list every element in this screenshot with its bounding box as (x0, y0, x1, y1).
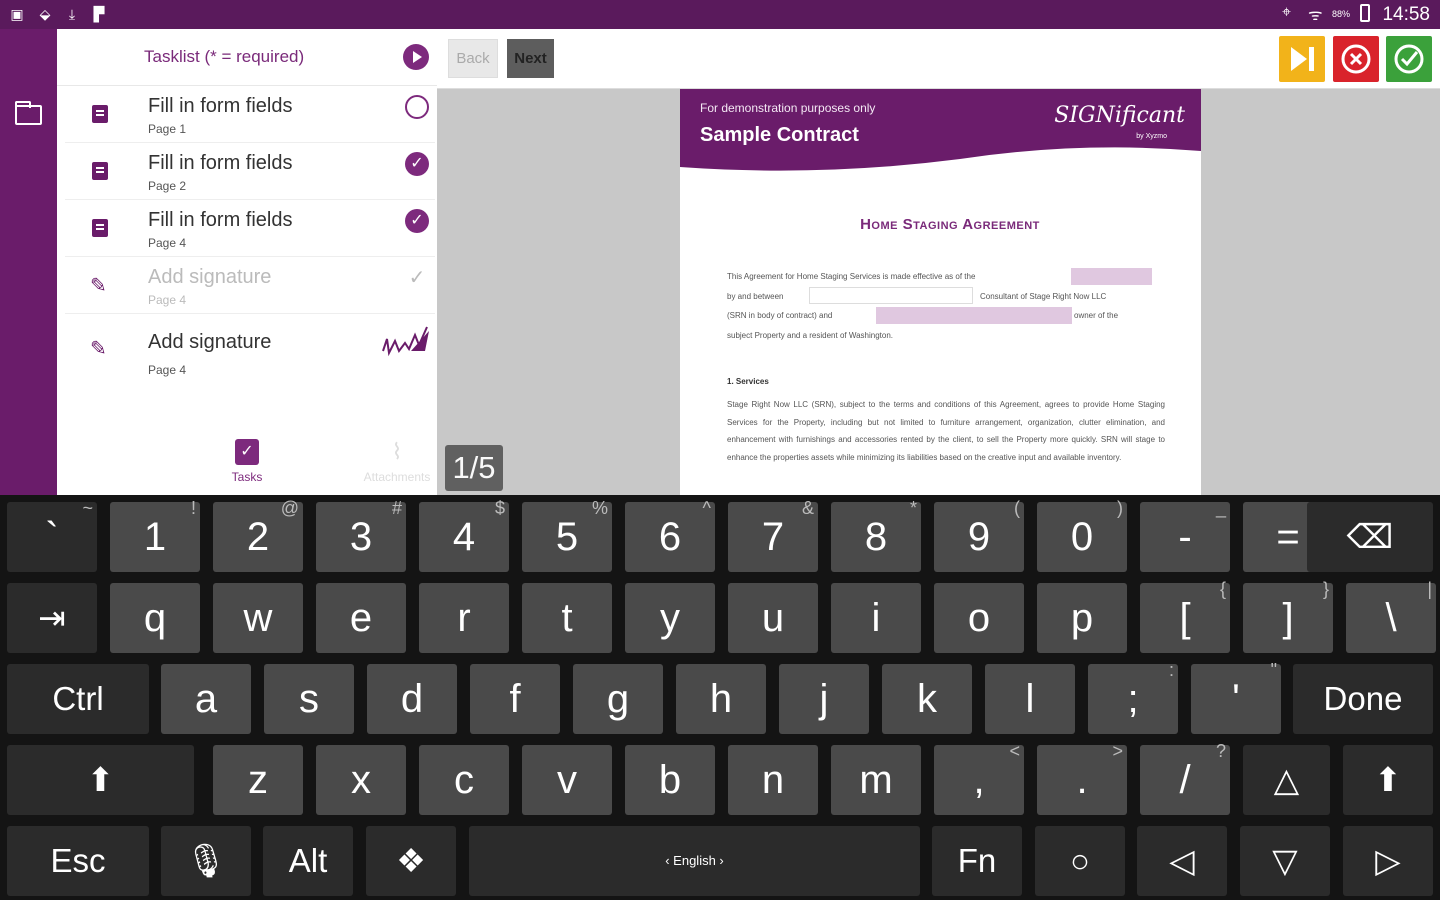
pen-icon: ✎ (90, 338, 107, 360)
key-a[interactable] (161, 664, 251, 734)
key-label: n (761, 758, 785, 802)
key-label: , (973, 758, 985, 802)
key-alt-label: * (909, 498, 917, 518)
key-label: 🎙 (185, 842, 227, 879)
done-key[interactable] (1293, 664, 1433, 734)
key-m[interactable] (831, 745, 921, 815)
task-page: Page 2 (148, 179, 187, 193)
owner-field[interactable] (876, 307, 1072, 324)
key-label: e (349, 596, 373, 640)
mic-key[interactable] (161, 826, 251, 896)
logo: SIGNificant (1054, 103, 1185, 128)
key-j[interactable] (779, 664, 869, 734)
key-label: / (1179, 758, 1191, 802)
key-g[interactable] (573, 664, 663, 734)
key-s[interactable] (264, 664, 354, 734)
key-label: h (709, 677, 733, 721)
key-label: ❖ (396, 842, 426, 879)
backspace-key[interactable] (1307, 502, 1433, 572)
key-row1-6[interactable] (625, 498, 715, 572)
key-alt-label: | (1427, 579, 1432, 599)
consultant-field[interactable] (809, 287, 973, 304)
key-p[interactable] (1037, 583, 1127, 653)
form-icon (92, 162, 108, 180)
key-alt-label: } (1322, 579, 1329, 599)
key-label: ` (45, 515, 59, 559)
key-label: 7 (761, 515, 785, 559)
key-label: 9 (967, 515, 991, 559)
key-label: c (454, 758, 474, 802)
key-label: ⬆ (86, 761, 115, 798)
form-icon (92, 219, 108, 237)
tasklist-title: Tasklist (* = required) (144, 47, 305, 66)
doc-line: This Agreement for Home Staging Services is made effective as of the (727, 272, 976, 281)
task-item[interactable] (65, 315, 435, 383)
key-alt-label: ^ (702, 498, 711, 518)
key-n[interactable] (728, 745, 818, 815)
key-v[interactable] (522, 745, 612, 815)
key-label: ‹ English › (665, 853, 724, 868)
cancel-button[interactable] (1333, 36, 1379, 82)
key-label: 6 (658, 515, 682, 559)
key-alt-label: # (391, 498, 402, 518)
key-label: 4 (452, 515, 476, 559)
key-r[interactable] (419, 583, 509, 653)
key-slash[interactable] (1140, 741, 1230, 815)
key-label: Ctrl (52, 680, 104, 717)
key-backslash[interactable] (1346, 579, 1436, 653)
key-label: ⇥ (38, 599, 66, 636)
key-label: . (1076, 758, 1088, 802)
key-label: u (761, 596, 785, 640)
page-indicator: 1/5 (445, 445, 503, 491)
task-item[interactable] (65, 87, 435, 143)
key-label: ; (1127, 677, 1139, 721)
forward-nav-key[interactable] (1343, 826, 1433, 896)
wifi-icon: ᯤ (1308, 7, 1323, 24)
key-label: Fn (957, 842, 997, 879)
key-quote[interactable] (1191, 660, 1281, 734)
key-label: \ (1385, 596, 1397, 640)
key-t[interactable] (522, 583, 612, 653)
fn-key[interactable] (932, 826, 1022, 896)
key-label: 5 (555, 515, 579, 559)
key-label: a (194, 677, 218, 721)
key-alt-label: ~ (82, 498, 93, 518)
banner-note: For demonstration purposes only (700, 101, 876, 115)
signature-thumbnail-icon (381, 321, 431, 361)
home-nav-key[interactable] (1035, 826, 1125, 896)
key-label: ◁ (1169, 842, 1195, 879)
space-key[interactable] (469, 826, 920, 896)
left-rail (0, 29, 57, 495)
document-page[interactable] (680, 89, 1201, 495)
task-page: Page 4 (148, 293, 187, 307)
back-nav-key[interactable] (1137, 826, 1227, 896)
battery-icon (1360, 4, 1370, 22)
key-d[interactable] (367, 664, 457, 734)
tasklist-header (57, 29, 437, 86)
key-alt-label: ? (1215, 741, 1226, 761)
key-label: Alt (288, 842, 328, 879)
key-label: l (1025, 677, 1035, 721)
skip-end-icon (1286, 43, 1318, 75)
doc-line: subject Property and a resident of Washington. (727, 331, 894, 340)
key-alt-label: > (1112, 741, 1123, 761)
key-alt-label: { (1219, 579, 1226, 599)
key-w[interactable] (213, 583, 303, 653)
task-tabbar (57, 434, 437, 495)
section-paragraph: Stage Right Now LLC (SRN), subject to the terms and conditions of this Agreement, agrees to provide Home Staging Services for the Property, including but not limited to furniture arrangement, organization, clutter elimination, and enhancement with furnishings and accessories rented by the client, to sell the Property more quickly. SRN will stage to enhance the properties assets while minimizing its liabilities based on the creative input and available inventory. (727, 400, 1165, 462)
key-alt-label: " (1270, 660, 1277, 680)
key-label: k (917, 677, 937, 721)
tab-attachments[interactable] (357, 439, 437, 484)
task-page: Page 1 (148, 122, 187, 136)
key-q[interactable] (110, 583, 200, 653)
key-semicolon[interactable] (1088, 660, 1178, 734)
up-arrow-key[interactable] (1243, 745, 1330, 815)
key-label: s (299, 677, 319, 721)
download-icon: ⤓ (68, 6, 76, 22)
key-label: ⬆ (1374, 761, 1402, 798)
form-icon (92, 105, 108, 123)
key-comma[interactable] (934, 741, 1024, 815)
key-row1-1[interactable] (110, 498, 200, 572)
key-label: 8 (864, 515, 888, 559)
key-label: = (1276, 515, 1300, 559)
date-field[interactable] (1071, 268, 1152, 285)
key-label: Esc (50, 842, 106, 879)
section-heading: 1. Services (727, 377, 769, 386)
key-alt-label: ) (1117, 498, 1123, 518)
key-e[interactable] (316, 583, 406, 653)
key-period[interactable] (1037, 741, 1127, 815)
key-b[interactable] (625, 745, 715, 815)
key-y[interactable] (625, 583, 715, 653)
battery-percent: 88% (1332, 9, 1351, 19)
task-name: Add signature (148, 331, 272, 353)
document-heading: Home Staging Agreement (860, 216, 1040, 233)
key-label: 2 (246, 515, 270, 559)
key-k[interactable] (882, 664, 972, 734)
key-label: j (819, 677, 829, 721)
key-label: q (143, 596, 167, 640)
location-icon: ⌖ (1282, 4, 1292, 21)
key-alt-label: % (591, 498, 608, 518)
check-circle-icon (1393, 43, 1425, 75)
key-i[interactable] (831, 583, 921, 653)
settings-key[interactable] (366, 826, 456, 896)
key-backtick[interactable] (7, 498, 97, 572)
key-u[interactable] (728, 583, 818, 653)
key-label: m (859, 758, 893, 802)
next-button[interactable]: Next (507, 39, 554, 78)
task-name: Fill in form fields (148, 209, 293, 231)
key-row1-3[interactable] (316, 498, 406, 572)
key-alt-label: : (1168, 660, 1174, 680)
key-label: x (351, 758, 371, 802)
check-icon: ✓ (408, 267, 426, 289)
clipboard-check-icon: ✓ (235, 439, 259, 465)
key-][interactable] (1243, 579, 1333, 653)
esc-key[interactable] (7, 826, 149, 896)
flipboard-icon: ▛ (93, 6, 105, 22)
key-row1-2[interactable] (213, 498, 303, 572)
doc-line: owner of the (1074, 311, 1119, 320)
status-bar (0, 0, 1440, 29)
logo-sub: by Xyzmo (1136, 133, 1167, 140)
key-alt-label: < (1009, 741, 1020, 761)
onscreen-keyboard (0, 495, 1440, 900)
back-button[interactable]: Back (448, 39, 498, 78)
alt-key[interactable] (263, 826, 353, 896)
key-label: ] (1282, 596, 1294, 640)
check-circle-icon: ✓ (405, 209, 429, 233)
key-label: ⌫ (1346, 518, 1394, 555)
key-h[interactable] (676, 664, 766, 734)
key-label: ▽ (1272, 842, 1298, 879)
key-alt-label: ( (1014, 498, 1020, 518)
key-row1-5[interactable] (522, 498, 612, 572)
close-circle-icon (1340, 43, 1372, 75)
task-item[interactable] (65, 201, 435, 257)
key-row1-8[interactable] (831, 498, 921, 572)
dropbox-icon: ⬙ (39, 6, 51, 22)
hide-keyboard-key[interactable] (1240, 826, 1330, 896)
key-x[interactable] (316, 745, 406, 815)
tab-tasks[interactable] (219, 439, 275, 484)
tab-key[interactable] (7, 583, 97, 653)
key-label: b (658, 758, 682, 802)
key-c[interactable] (419, 745, 509, 815)
key-label: g (606, 677, 630, 721)
key-label: ○ (1070, 842, 1090, 879)
key-l[interactable] (985, 664, 1075, 734)
document-viewer (437, 29, 1440, 495)
key-label: ▷ (1375, 842, 1401, 879)
task-item[interactable] (65, 258, 435, 314)
task-name: Fill in form fields (148, 152, 293, 174)
check-circle-icon: ✓ (405, 152, 429, 176)
shift-key-left[interactable] (7, 745, 194, 815)
folder-icon[interactable] (15, 105, 42, 125)
finish-button[interactable] (1386, 36, 1432, 82)
task-page: Page 4 (148, 236, 187, 250)
key-label: w (243, 596, 273, 640)
task-item[interactable] (65, 144, 435, 200)
doc-line: Consultant of Stage Right Now LLC (980, 292, 1107, 301)
play-icon[interactable] (403, 44, 429, 70)
key-z[interactable] (213, 745, 303, 815)
key-alt-label: _ (1215, 498, 1226, 518)
pen-icon: ✎ (90, 275, 107, 297)
key-label: r (457, 596, 471, 640)
task-name: Add signature (148, 266, 272, 288)
key-label: 0 (1070, 515, 1094, 559)
ctrl-key[interactable] (7, 664, 149, 734)
viewer-toolbar (437, 29, 1440, 89)
key-label: Done (1323, 680, 1403, 717)
key-f[interactable] (470, 664, 560, 734)
key-row1-10[interactable] (1037, 498, 1127, 572)
key-row1-9[interactable] (934, 498, 1024, 572)
key-label: 3 (349, 515, 373, 559)
clock: 14:58 (1382, 4, 1430, 25)
key-label: o (967, 596, 991, 640)
key-label: [ (1179, 596, 1191, 640)
key-alt-label: ! (190, 498, 196, 518)
key-label: - (1178, 515, 1192, 559)
key-row1-7[interactable] (728, 498, 818, 572)
key-label: d (400, 677, 424, 721)
key-label: △ (1273, 761, 1300, 798)
key-row1-4[interactable] (419, 498, 509, 572)
key-[[interactable] (1140, 579, 1230, 653)
task-name: Fill in form fields (148, 95, 293, 117)
tab-label: Attachments (363, 470, 431, 484)
key-alt-label: $ (494, 498, 505, 518)
doc-line: (SRN in body of contract) and (727, 311, 833, 320)
key-o[interactable] (934, 583, 1024, 653)
shift-key-right[interactable] (1343, 745, 1433, 815)
key-label: y (660, 596, 680, 640)
key-label: z (248, 758, 268, 802)
pending-circle-icon (405, 95, 429, 119)
key-row1-11[interactable] (1140, 498, 1230, 572)
task-page: Page 4 (148, 363, 187, 377)
key-label: 1 (143, 515, 167, 559)
key-label: f (509, 677, 521, 721)
skip-to-end-button[interactable] (1279, 36, 1325, 82)
tab-label: Tasks (231, 470, 263, 484)
key-label: ' (1232, 677, 1240, 721)
banner-title: Sample Contract (700, 124, 859, 146)
key-label: v (557, 758, 577, 802)
paperclip-icon: ⌇ (391, 439, 403, 464)
key-alt-label: @ (280, 498, 299, 518)
key-label: p (1070, 596, 1094, 640)
task-panel (57, 29, 437, 495)
key-label: t (561, 596, 573, 640)
key-label: i (871, 596, 881, 640)
key-alt-label: & (801, 498, 814, 518)
doc-line: by and between (727, 292, 784, 301)
gallery-icon: ▣ (10, 6, 24, 22)
